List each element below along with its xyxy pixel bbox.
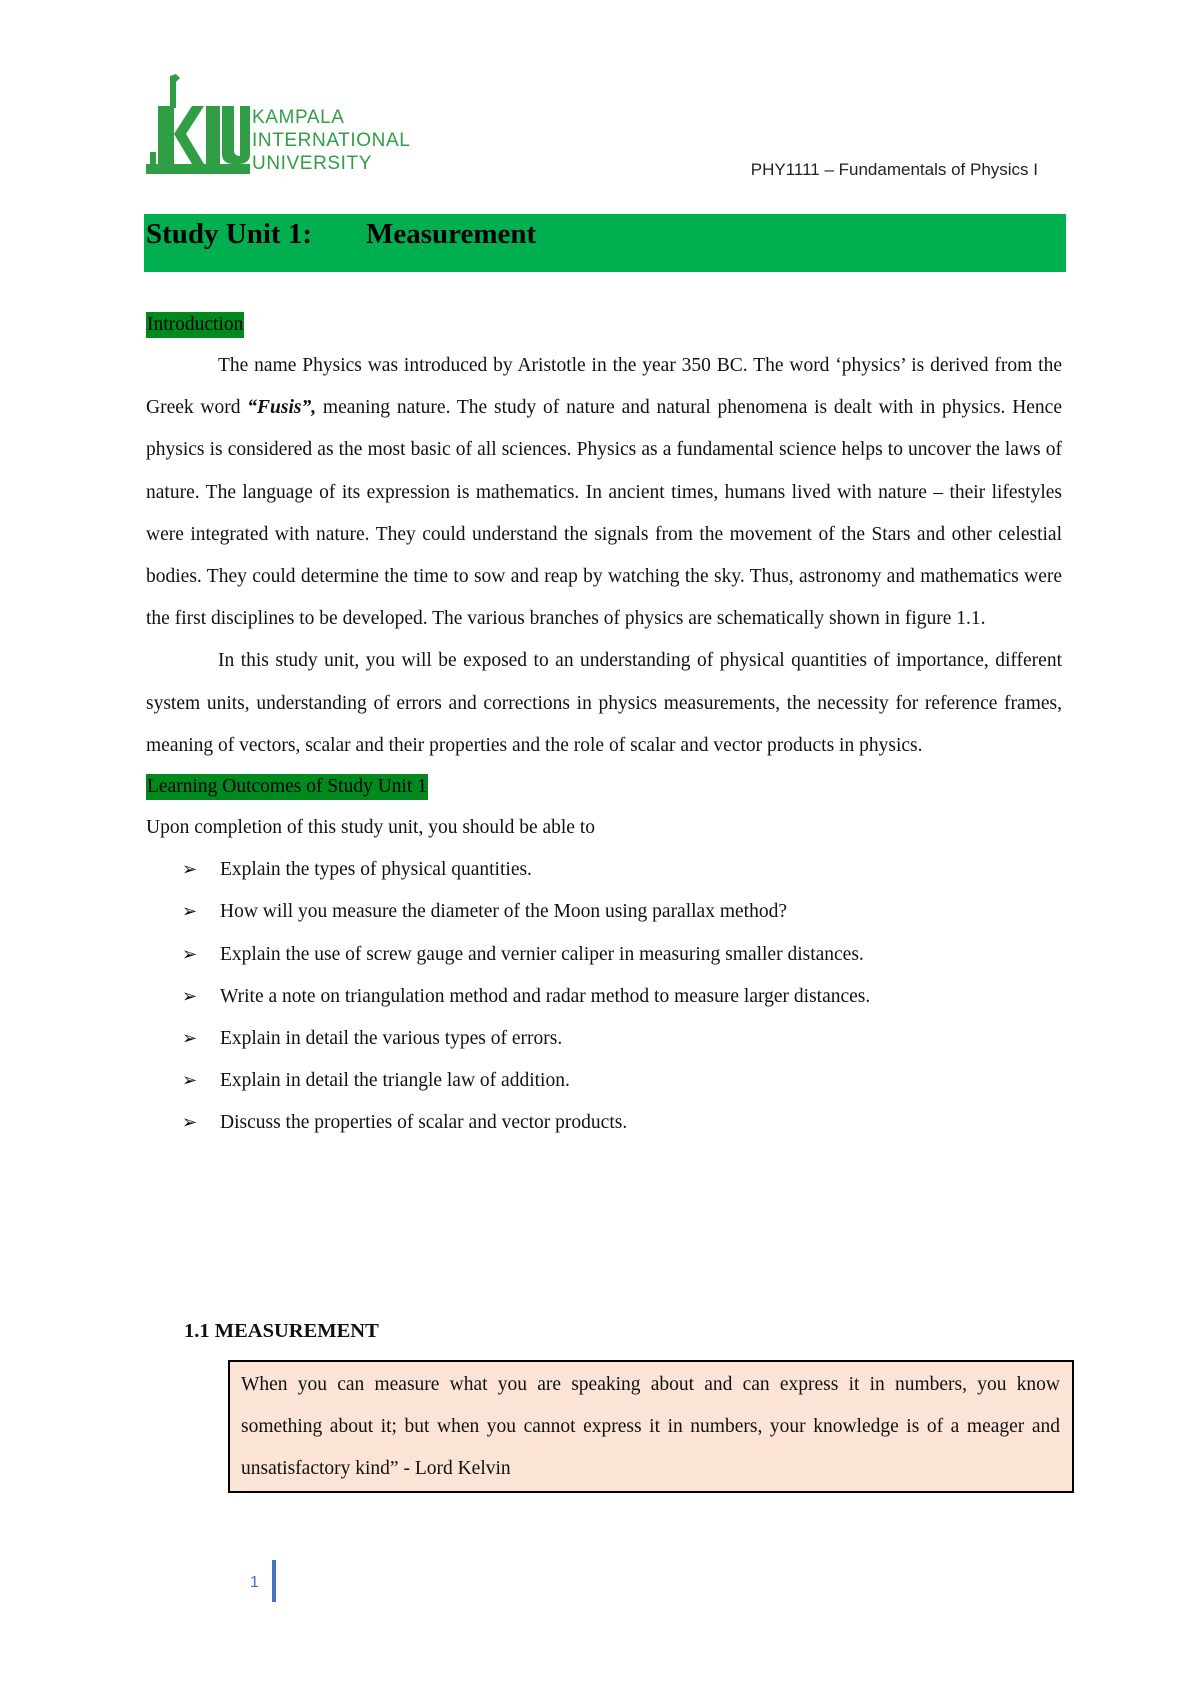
course-header: PHY1111 – Fundamentals of Physics I [750, 160, 1038, 179]
list-item-text: Discuss the properties of scalar and vector products. [220, 1112, 628, 1134]
page-number: 1 [250, 1574, 259, 1591]
outcomes-lead: Upon completion of this study unit, you should be able to [146, 817, 596, 839]
list-item [146, 849, 1062, 891]
arrow-bullet-icon: ➢ [182, 901, 198, 923]
fusis-emphasis: “Fusis”, [247, 397, 317, 419]
arrow-bullet-icon: ➢ [182, 943, 198, 965]
introduction-paragraph-1 [146, 345, 1062, 640]
list-item [146, 934, 1062, 976]
section-heading: 1.1 MEASUREMENT [184, 1320, 379, 1342]
unit-name: Measurement [366, 218, 537, 250]
university-logo [146, 72, 446, 184]
arrow-bullet-icon: ➢ [182, 985, 198, 1007]
logo-line-kampala: KAMPALA [252, 107, 345, 128]
introduction-section [146, 305, 1062, 1145]
unit-title-bar [144, 214, 1066, 272]
page-number-rule [272, 1560, 276, 1602]
list-item [146, 1060, 1062, 1102]
list-item [146, 891, 1062, 933]
arrow-bullet-icon: ➢ [182, 1070, 198, 1092]
arrow-bullet-icon: ➢ [182, 1028, 198, 1050]
learning-outcomes-list [146, 849, 1062, 1144]
list-item-text: How will you measure the diameter of the Moon using parallax method? [220, 901, 787, 923]
introduction-paragraph-2: In this study unit, you will be exposed to an understanding of physical quantities of importance, different system units, understanding of errors and corrections in physics measurements, the necessity for reference frames, meaning of vectors, scalar and their properties and the role of scalar and vector products in physics. [146, 650, 1062, 756]
arrow-bullet-icon: ➢ [182, 1112, 198, 1134]
introduction-heading: Introduction [146, 312, 244, 338]
university-name [252, 106, 410, 175]
paragraph-text: The name Physics was introduced by Aristotle in the year 350 BC. The word ‘physics’ is derived from the Greek word [146, 355, 1062, 419]
kiu-giraffe-logo-icon [146, 72, 250, 184]
list-item [146, 1102, 1062, 1144]
list-item-text: Explain in detail the various types of errors. [220, 1028, 563, 1050]
list-item-text: Explain in detail the triangle law of addition. [220, 1070, 570, 1092]
list-item-text: Write a note on triangulation method and radar method to measure larger distances. [220, 985, 871, 1007]
learning-outcomes-heading: Learning Outcomes of Study Unit 1 [146, 774, 428, 800]
list-item [146, 1018, 1062, 1060]
unit-label: Study Unit 1: [146, 218, 312, 250]
logo-line-international: INTERNATIONAL [252, 130, 411, 151]
list-item-text: Explain the use of screw gauge and vernier caliper in measuring smaller distances. [220, 943, 864, 965]
kelvin-quote-box: When you can measure what you are speaking about and can express it in numbers, you know something about it; but when you cannot express it in numbers, your knowledge is of a meager and unsatisfactory kind” - Lord Kelvin [228, 1360, 1074, 1493]
logo-line-university: UNIVERSITY [252, 153, 373, 174]
unit-title [146, 218, 1058, 251]
paragraph-text: meaning nature. The study of nature and natural phenomena is dealt with in physics. Hence physics is considered as the most basic of all sciences. Physics as a fundamental science helps to uncover the laws of nature. The language of its expression is mathematics. In ancient times, humans lived with nature – their lifestyles were integrated with nature. They could understand the signals from the movement of the Stars and other celestial bodies. They could determine the time to sow and reap by watching the sky. Thus, astronomy and mathematics were the first disciplines to be developed. The various branches of physics are schematically shown in figure 1.1. [146, 397, 1062, 630]
list-item [146, 976, 1062, 1018]
arrow-bullet-icon: ➢ [182, 859, 198, 881]
list-item-text: Explain the types of physical quantities. [220, 859, 532, 881]
